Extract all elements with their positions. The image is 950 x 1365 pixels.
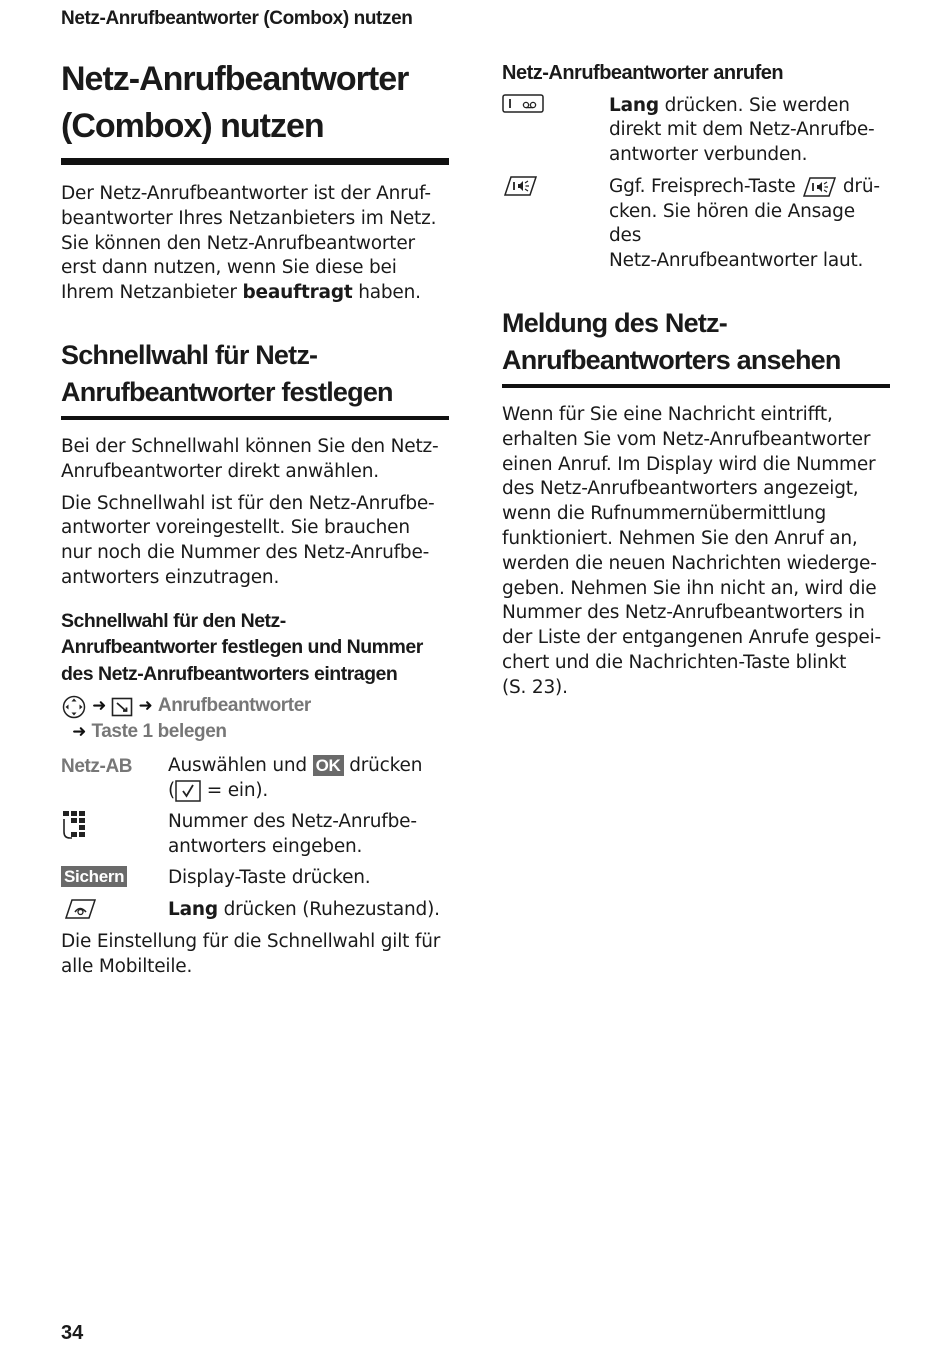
intro-paragraph <box>61 182 449 306</box>
keypad-icon <box>61 810 168 840</box>
right-column <box>502 60 890 701</box>
step-call-voicemail <box>502 94 890 168</box>
arrow-right-icon: ➜ <box>138 696 153 717</box>
closing-line2: alle Mobilteile. <box>61 955 193 977</box>
step2-line2: antworters eingeben. <box>168 835 363 857</box>
closing-line1: Die Einstellung für die Schnellwahl gilt für <box>61 931 441 953</box>
subsection-title-line2: Anrufbeantworter festlegen und Nummer <box>61 636 423 659</box>
msg-line2: erhalten Sie vom Netz-Anrufbeantworter <box>502 428 871 450</box>
msg-line11: chert und die Nachrichten-Taste blinkt <box>502 652 847 674</box>
running-header: Netz-Anrufbeantworter (Combox) nutzen <box>61 8 413 29</box>
step-handsfree-text <box>609 175 890 274</box>
msg-line5: wenn die Rufnummernübermittlung <box>502 503 827 525</box>
page-number: 34 <box>61 1322 84 1344</box>
section-title-message <box>502 305 890 388</box>
quickdial-para1 <box>61 435 449 485</box>
arrow-right-icon: ➜ <box>72 722 87 743</box>
msg-line7: werden die neuen Nachrichten wiederge- <box>502 552 877 574</box>
call-step1-bold: Lang <box>609 94 659 116</box>
msg-line9: Nummer des Netz-Anrufbeantworters in <box>502 602 865 624</box>
call-step1-line2: direkt mit dem Netz-Anrufbe- <box>609 119 875 141</box>
section2-title-line2: Anrufbeantworters ansehen <box>502 345 841 376</box>
call-voicemail-title: Netz-Anrufbeantworter anrufen <box>502 62 784 84</box>
handsfree-text-before: Ggf. Freisprech-Taste <box>609 175 802 197</box>
section1-title-line2: Anrufbeantworter festlegen <box>61 376 393 407</box>
para2-line4: antworters einzutragen. <box>61 566 280 588</box>
step-netz-ab <box>61 754 449 804</box>
subsection-title-line3: des Netz-Anrufbeantworters eintragen <box>61 662 398 685</box>
para1-line1: Bei der Schnellwahl können Sie den Netz- <box>61 435 439 457</box>
step-save <box>61 866 449 891</box>
msg-line4: des Netz-Anrufbeantworters angezeigt, <box>502 478 859 500</box>
msg-line3: einen Anruf. Im Display wird die Nummer <box>502 453 876 475</box>
key-1-voicemail-icon <box>502 94 609 115</box>
step-enter-number <box>61 810 449 860</box>
intro-end: haben. <box>352 282 421 304</box>
intro-bold: beauftragt <box>242 282 353 304</box>
intro-line4: erst dann nutzen, wenn Sie diese bei <box>61 257 397 279</box>
step-save-text: Display-Taste drücken. <box>168 867 371 889</box>
quickdial-para2 <box>61 492 449 591</box>
message-paragraph <box>502 403 890 701</box>
menu-item-taste-1-belegen: Taste 1 belegen <box>91 721 227 743</box>
handsfree-line2: cken. Sie hören die Ansage des <box>609 200 855 247</box>
left-column <box>61 56 449 980</box>
arrow-right-icon: ➜ <box>92 696 107 717</box>
step1-paren-close: = ein). <box>201 780 269 802</box>
step-call-voicemail-text <box>609 94 890 168</box>
subsection-title <box>61 608 449 688</box>
subsection-title-line1: Schnellwahl für den Netz- <box>61 609 286 632</box>
para2-line2: antworter voreingestellt. Sie brauchen <box>61 517 410 539</box>
step4-text: drücken (Ruhezustand). <box>217 899 440 921</box>
step1-text-before: Auswählen und <box>168 755 313 777</box>
handsfree-line3: Netz-Anrufbeantworter laut. <box>609 250 864 272</box>
msg-line1: Wenn für Sie eine Nachricht eintrifft, <box>502 404 833 426</box>
page-title-line2: (Combox) nutzen <box>61 107 324 145</box>
handsfree-inline-icon <box>801 176 837 197</box>
para1-line2: Anrufbeantworter direkt anwählen. <box>61 460 379 482</box>
handsfree-icon <box>502 175 609 197</box>
section-title-quickdial <box>61 337 449 420</box>
page-title <box>61 56 449 165</box>
softkey-sichern: Sichern <box>61 866 127 887</box>
para2-line1: Die Schnellwahl ist für den Netz-Anrufbe- <box>61 492 435 514</box>
display-entry-netz-ab: Netz-AB <box>61 756 133 778</box>
closing-paragraph <box>61 930 449 980</box>
page-title-line1: Netz-Anrufbeantworter <box>61 60 409 98</box>
handsfree-line1-end: drü- <box>837 175 880 197</box>
menu-item-anrufbeantworter: Anrufbeantworter <box>157 695 311 717</box>
step-netz-ab-text <box>168 754 449 804</box>
step-handsfree <box>502 175 890 274</box>
section1-title-line1: Schnellwahl für Netz- <box>61 339 318 370</box>
msg-line10: der Liste der entgangenen Anrufe gespei- <box>502 627 882 649</box>
call-step1-line1: drücken. Sie werden <box>658 94 850 116</box>
step4-bold: Lang <box>168 899 218 921</box>
msg-line12: (S. 23). <box>502 676 568 698</box>
step1-paren-open: ( <box>168 780 176 802</box>
control-key-icon <box>61 696 92 715</box>
step2-line1: Nummer des Netz-Anrufbe- <box>168 810 417 832</box>
intro-line3: Sie können den Netz-Anrufbeantworter <box>61 232 415 254</box>
call-step1-line3: antworter verbunden. <box>609 144 808 166</box>
step-end-call <box>61 898 449 923</box>
step-end-call-text <box>168 898 449 923</box>
msg-line8: geben. Nehmen Sie ihn nicht an, wird die <box>502 577 877 599</box>
softkey-sichern-wrap <box>61 866 168 887</box>
settings-menu-icon <box>111 696 138 715</box>
menu-path <box>61 693 449 745</box>
ok-key: OK <box>313 755 344 776</box>
intro-line2: beantworter Ihres Netzanbieters im Netz. <box>61 207 437 229</box>
checkbox-checked-icon <box>175 780 201 801</box>
step-enter-number-text <box>168 810 449 860</box>
step1-text-after: drücken <box>343 755 423 777</box>
end-call-icon <box>61 898 168 920</box>
intro-line1: Der Netz-Anrufbeantworter ist der Anruf- <box>61 183 431 204</box>
intro-line5: Ihrem Netzanbieter <box>61 282 243 304</box>
para2-line3: nur noch die Nummer des Netz-Anrufbe- <box>61 542 430 564</box>
section2-title-line1: Meldung des Netz- <box>502 308 727 339</box>
msg-line6: funktioniert. Nehmen Sie den Anruf an, <box>502 528 858 550</box>
